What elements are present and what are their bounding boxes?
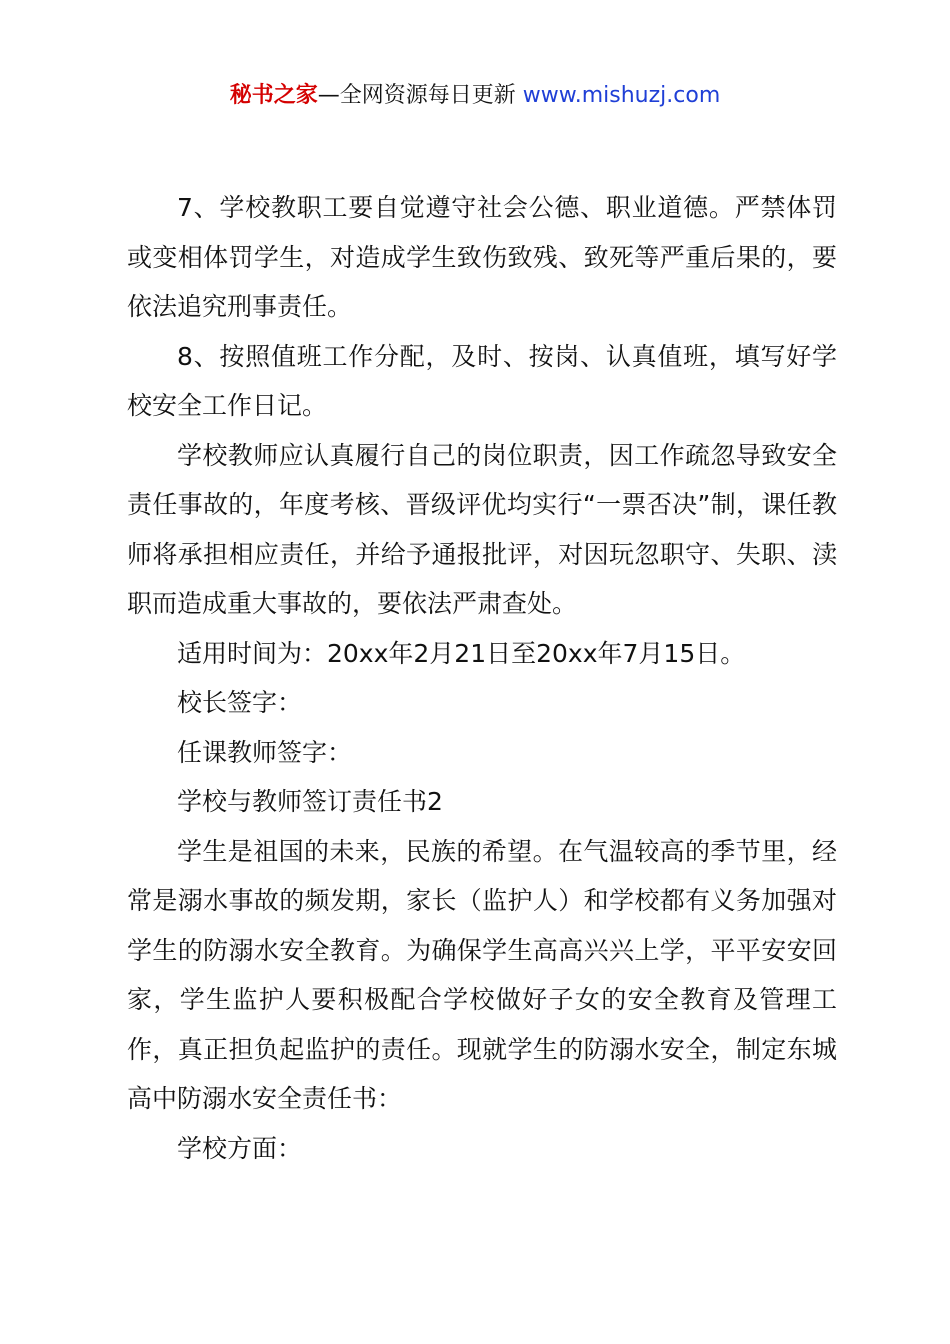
principal-signature-line: 校长签字： bbox=[177, 688, 303, 717]
brand-name: 秘书之家 bbox=[229, 83, 318, 108]
paragraph-item-8: 8、按照值班工作分配，及时、按岗、认真值班，填写好学校安全工作日记。 bbox=[127, 341, 837, 420]
paragraph-school-side: 学校方面： bbox=[177, 1133, 303, 1163]
teacher-signature-line: 任课教师签字： bbox=[177, 737, 353, 767]
paragraph-item-7: 7、学校教职工要自觉遵守社会公德、职业道德。严禁体罚或变相体罚学生，对造成学生致伤致残、致死等严重后果的，要依法追究刑事责任。 bbox=[127, 193, 837, 321]
site-url-link[interactable]: www.mishuzj.com bbox=[522, 83, 721, 108]
header-tagline: —全网资源每日更新 bbox=[317, 83, 523, 108]
paragraph-drowning-prevention: 学生是祖国的未来，民族的希望。在气温较高的季节里，经常是溺水事故的频发期，家长（监护人）和学校都有义务加强对学生的防溺水安全教育。为确保学生高高兴兴上学，平平安安回家，学生监护人要积极配合学校做好子女的安全教育及管理工作，真正担负起监护的责任。现就学生的防溺水安全，制定东城高中防溺水安全责任书： bbox=[127, 836, 837, 1113]
section-title: 学校与教师签订责任书2 bbox=[177, 787, 443, 816]
document-body bbox=[127, 183, 837, 1173]
paragraph-valid-period: 适用时间为：20xx年2月21日至20xx年7月15日。 bbox=[177, 638, 746, 668]
paragraph-teacher-duty: 学校教师应认真履行自己的岗位职责，因工作疏忽导致安全责任事故的，年度考核、晋级评优均实行“一票否决”制，课任教师将承担相应责任，并给予通报批评，对因玩忽职守、失职、渎职而造成重大事故的，要依法严肃查处。 bbox=[127, 440, 837, 618]
site-header bbox=[0, 80, 950, 112]
